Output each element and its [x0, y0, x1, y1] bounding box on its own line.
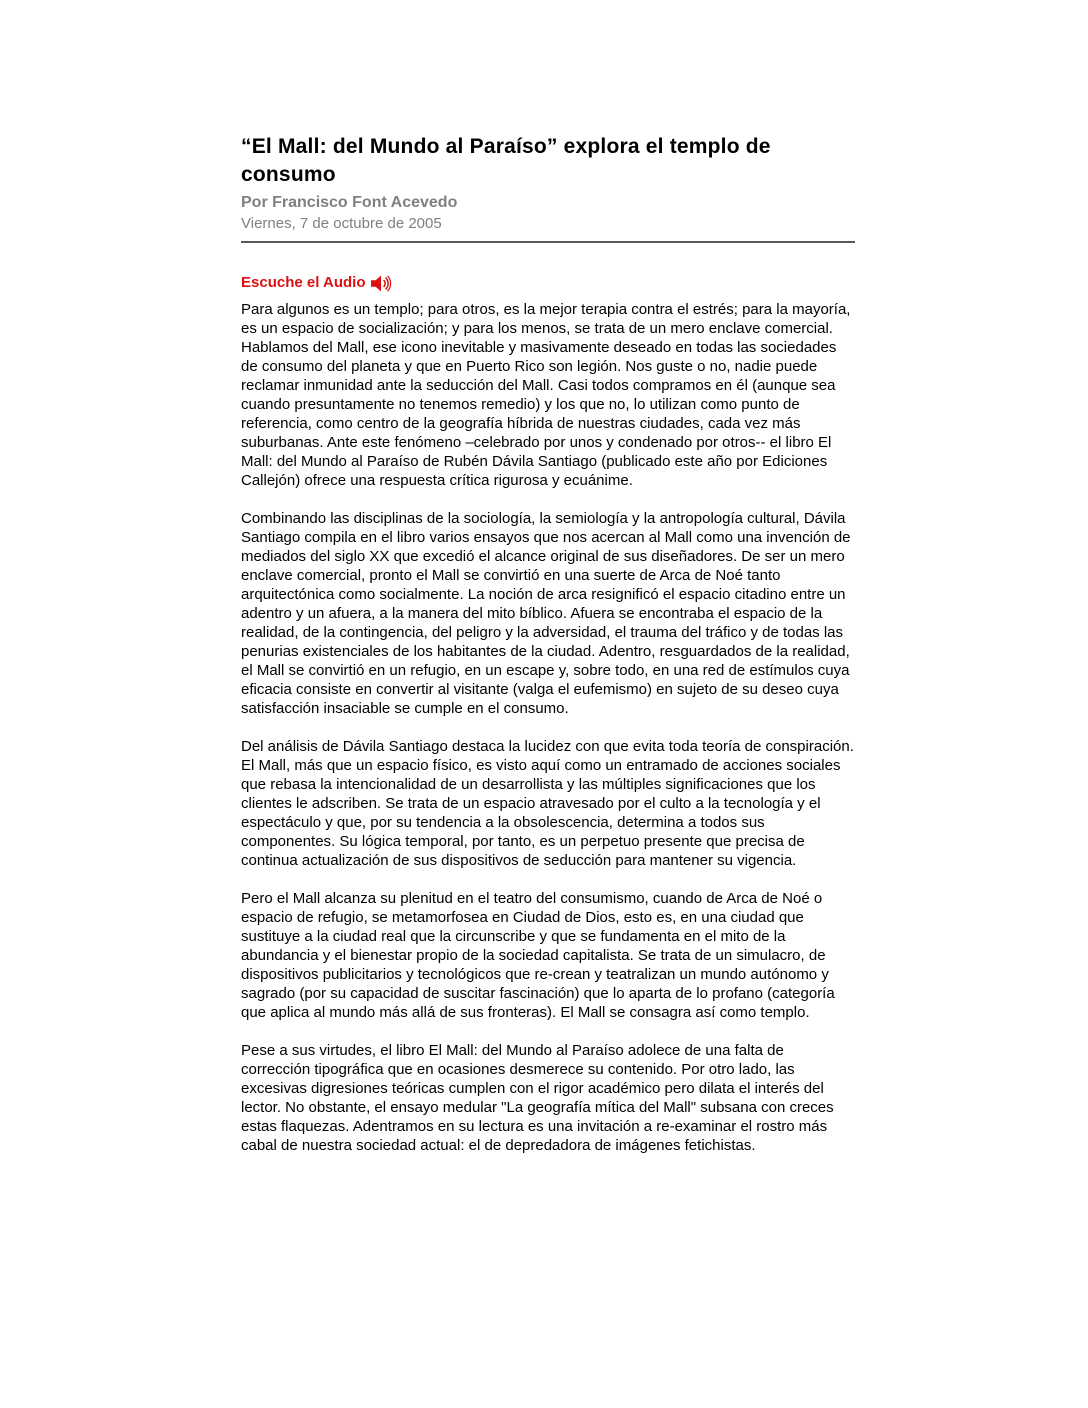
article-body	[241, 300, 855, 1155]
article-paragraph: Pese a sus virtudes, el libro El Mall: del Mundo al Paraíso adolece de una falta de corrección tipográfica que en ocasiones desmerece su contenido. Por otro lado, las excesivas digresiones teóricas cumplen con el rigor académico pero dilata el interés del lector. No obstante, el ensayo medular "La geografía mítica del Mall" subsana con creces estas flaquezas. Adentramos en su lectura es una invitación a re-examinar el rostro más cabal de nuestra sociedad actual: el de depredadora de imágenes fetichistas.	[241, 1042, 834, 1154]
byline: Por Francisco Font Acevedo	[241, 194, 458, 211]
article-content	[241, 133, 855, 1174]
article-paragraph: Combinando las disciplinas de la sociología, la semiología y la antropología cultural, Dávila Santiago compila en el libro varios ensayos que nos acercan al Mall como una invención de mediados del siglo XX que excedió el alcance original de sus diseñadores. De ser un mero enclave comercial, pronto el Mall se convirtió en una suerte de Arca de Noé tanto arquitectónica como socialmente. La noción de arca resignificó el espacio citadino entre un adentro y un afuera, a la manera del mito bíblico. Afuera se encontraba el espacio de la realidad, de la contingencia, del peligro y la adversidad, el trauma del tráfico y de todas las penurias existenciales de los habitantes de la ciudad. Adentro, resguardados de la realidad, el Mall se convirtió en un refugio, en un escape y, sobre todo, en una red de estímulos cuya eficacia consiste en convertir al visitante (valga el eufemismo) en sujeto de su deseo cuya satisfacción insaciable se cumple en el consumo.	[241, 510, 851, 717]
audio-link-label: Escuche el Audio	[241, 274, 366, 291]
header-divider	[241, 241, 855, 243]
speaker-icon	[371, 275, 392, 292]
article-title: “El Mall: del Mundo al Paraíso” explora el templo de consumo	[241, 135, 771, 186]
article-paragraph: Pero el Mall alcanza su plenitud en el teatro del consumismo, cuando de Arca de Noé o espacio de refugio, se metamorfosea en Ciudad de Dios, esto es, en una ciudad que sustituye a la ciudad real que la circunscribe y que se fundamenta en el mito de la abundancia y el bienestar propio de la sociedad capitalista. Se trata de un simulacro, de dispositivos publicitarios y tecnológicos que re-crean y teatralizan un mundo autónomo y sagrado (por su capacidad de suscitar fascinación) que lo aparta de lo profano (categoría que aplica al mundo más allá de sus fronteras). El Mall se consagra así como templo.	[241, 890, 835, 1021]
article-paragraph: Del análisis de Dávila Santiago destaca la lucidez con que evita toda teoría de conspiración. El Mall, más que un espacio físico, es visto aquí como un entramado de acciones sociales que rebasa la intencionalidad de un desarrollista y las múltiples significaciones que los clientes le adscriben. Se trata de un espacio atravesado por el culto a la tecnología y el espectáculo y que, por su tendencia a la obsolescencia, determina a todos sus componentes. Su lógica temporal, por tanto, es un perpetuo presente que precisa de continua actualización de sus dispositivos de seducción para mantener su vigencia.	[241, 738, 854, 869]
article-paragraph: Para algunos es un templo; para otros, es la mejor terapia contra el estrés; para la mayoría, es un espacio de socialización; y para los menos, se trata de un mero enclave comercial. Hablamos del Mall, ese icono inevitable y masivamente deseado en todas las sociedades de consumo del planeta y que en Puerto Rico son legión. Nos guste o no, nadie puede reclamar inmunidad ante la seducción del Mall. Casi todos compramos en él (aunque sea cuando presuntamente no tenemos remedio) y los que no, lo utilizan como punto de referencia, como centro de la geografía híbrida de nuestras ciudades, cada vez más suburbanas. Ante este fenómeno –celebrado por unos y condenado por otros-- el libro El Mall: del Mundo al Paraíso de Rubén Dávila Santiago (publicado este año por Ediciones Callejón) ofrece una respuesta crítica rigurosa y ecuánime.	[241, 301, 851, 489]
audio-link[interactable]	[241, 274, 392, 292]
publication-date: Viernes, 7 de octubre de 2005	[241, 215, 442, 232]
